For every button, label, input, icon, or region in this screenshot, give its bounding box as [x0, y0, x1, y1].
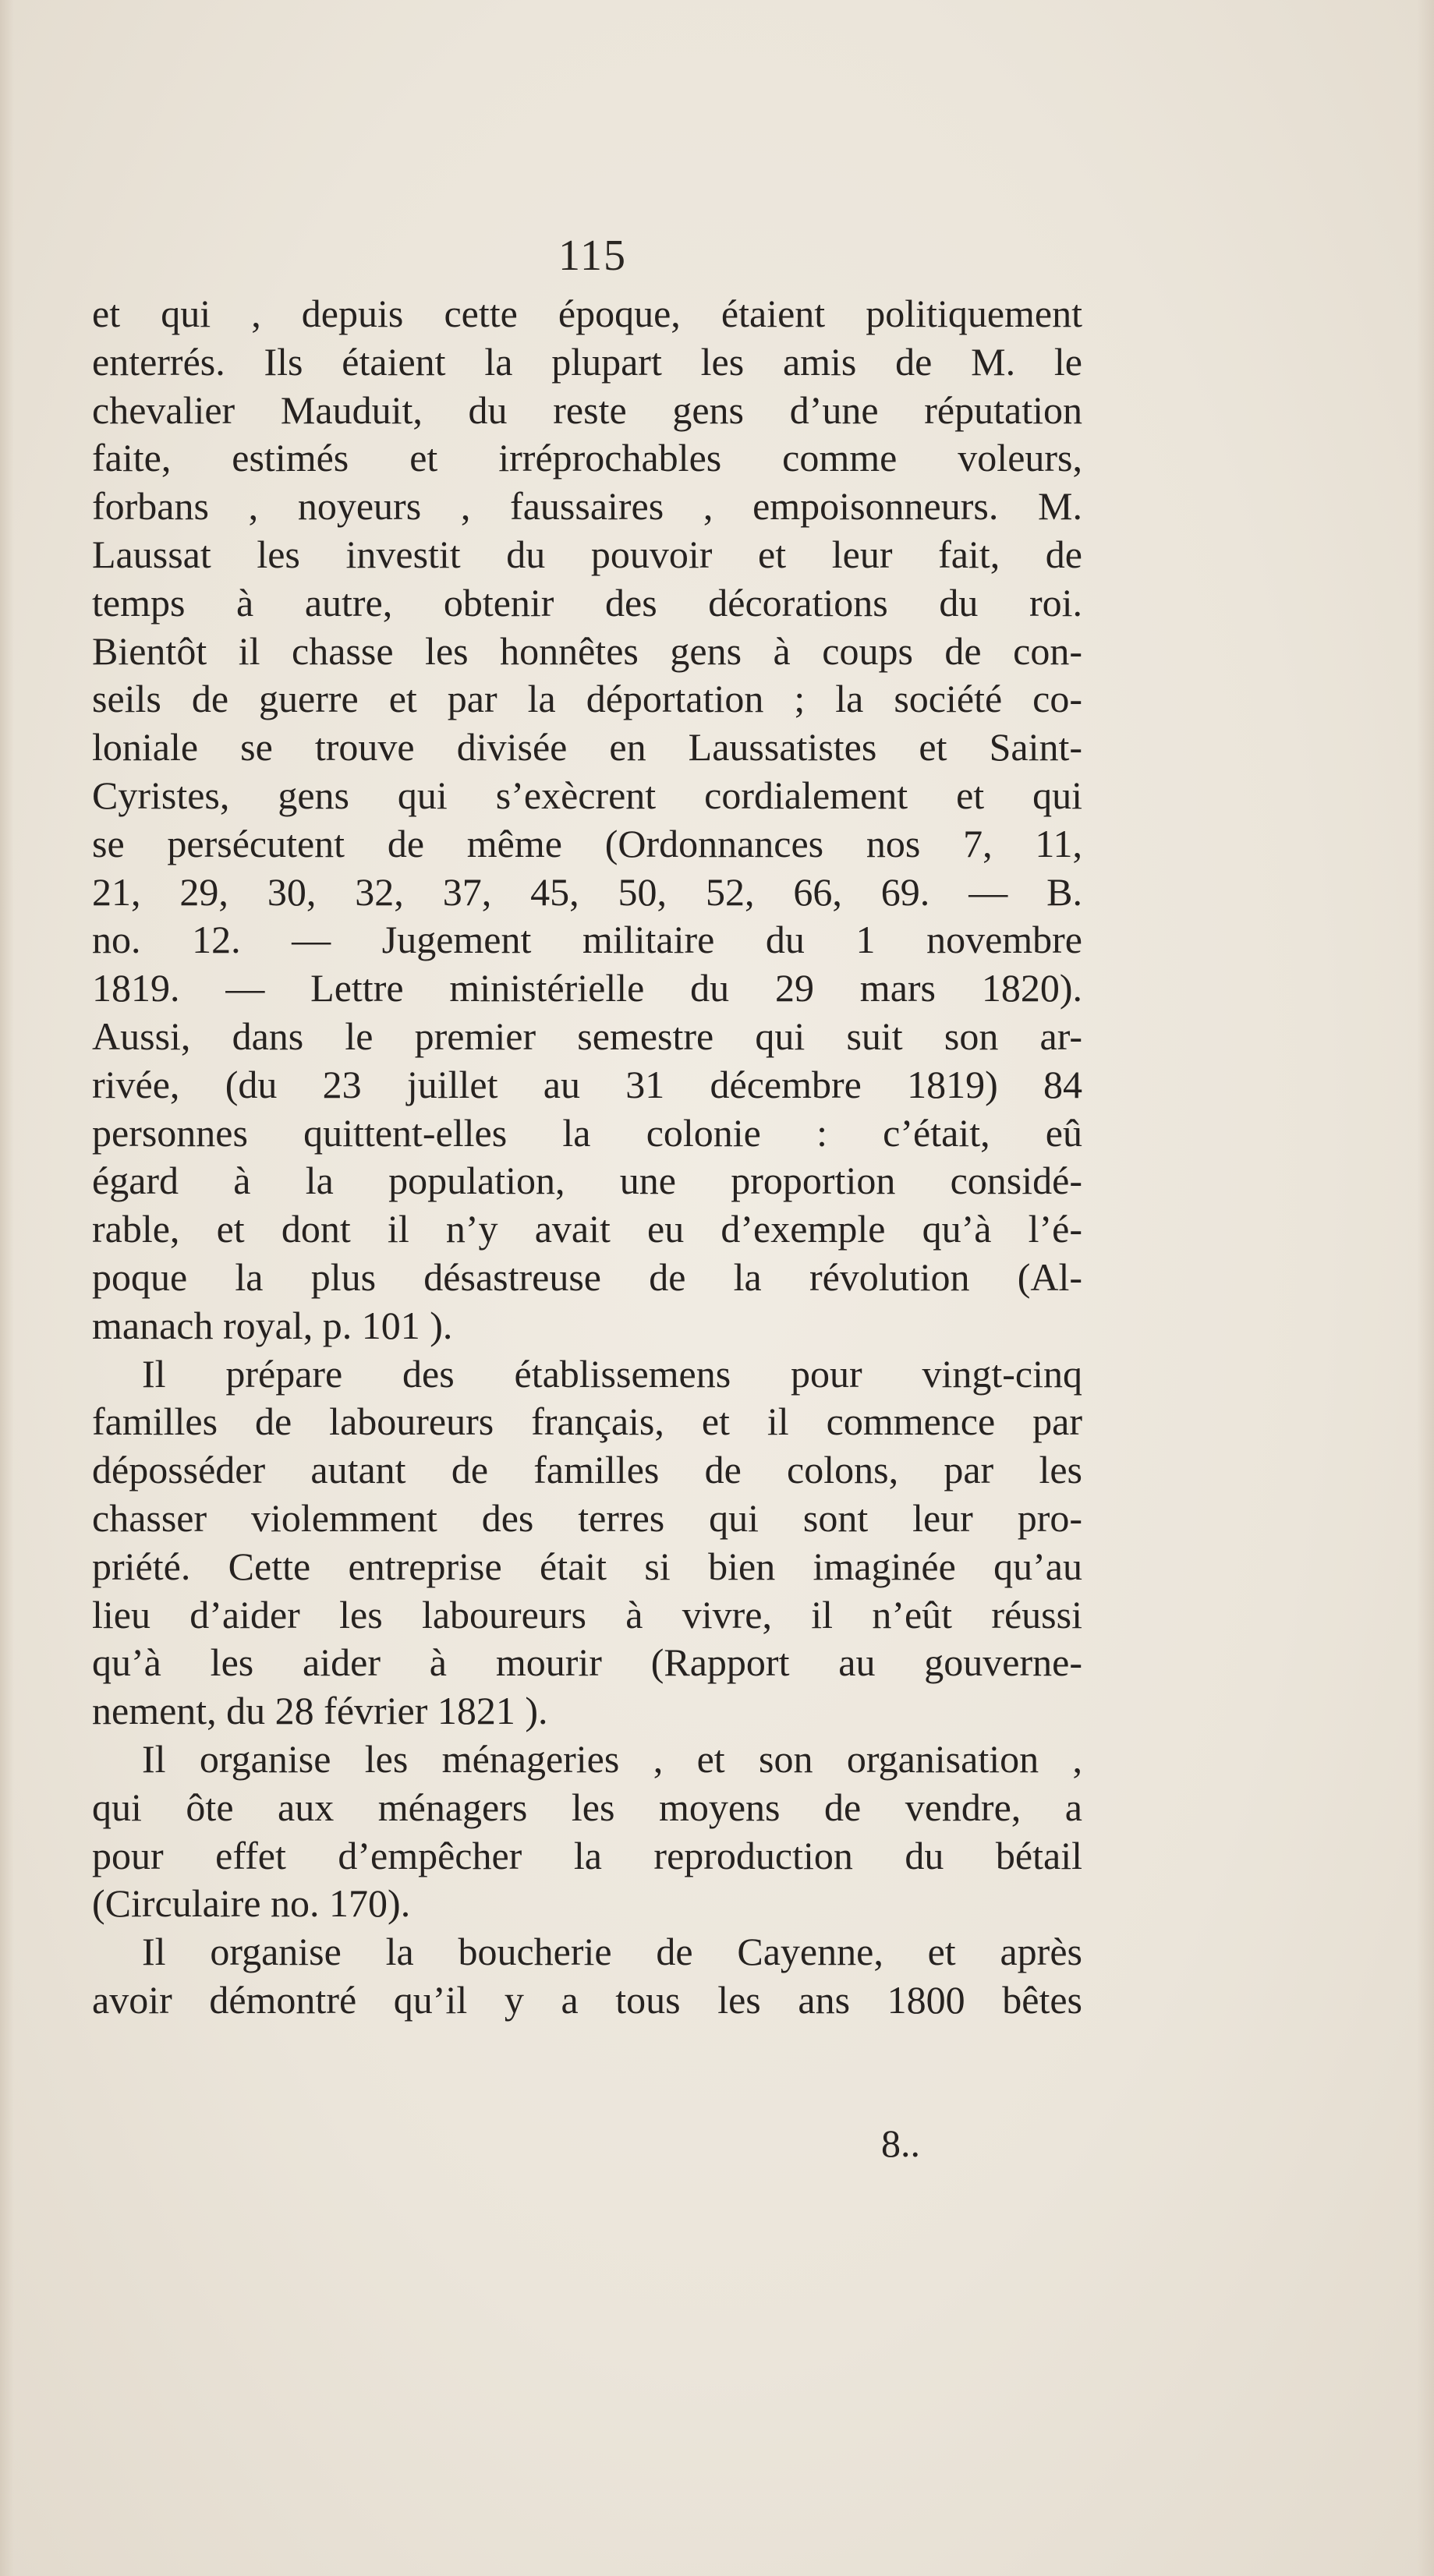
text-line: et qui , depuis cette époque, étaient politiquement [92, 292, 1082, 335]
text-line: 1819. — Lettre ministérielle du 29 mars 1820). [92, 966, 1082, 1010]
text-line: temps à autre, obtenir des décorations du roi. [92, 580, 1082, 625]
text-line: égard à la population, une proportion considé- [92, 1159, 1082, 1203]
text-line: se persécutent de même (Ordonnances nos 7, 11, [92, 821, 1082, 865]
text-line: qui ôte aux ménagers les moyens de vendre, a [92, 1785, 1082, 1829]
text-line: nement, du 28 février 1821 ). [92, 1689, 548, 1733]
text-line: déposséder autant de familles de colons, par les [92, 1448, 1082, 1492]
text-line: priété. Cette entreprise était si bien imaginée qu’au [92, 1544, 1082, 1588]
text-line: 21, 29, 30, 32, 37, 45, 50, 52, 66, 69. — B. [92, 869, 1082, 914]
text-line: Laussat les investit du pouvoir et leur fait, de [92, 532, 1082, 576]
text-line: Il organise les ménageries , et son organisation , [142, 1736, 1082, 1781]
text-line: rivée, (du 23 juillet au 31 décembre 1819) 84 [92, 1062, 1082, 1106]
text-line: lieu d’aider les laboureurs à vivre, il n’eût réussi [92, 1592, 1082, 1637]
text-line: poque la plus désastreuse de la révolution (Al- [92, 1254, 1082, 1299]
text-line: (Circulaire no. 170). [92, 1881, 411, 1926]
text-line: Bientôt il chasse les honnêtes gens à coups de con- [92, 628, 1082, 673]
text-line: faite, estimés et irréprochables comme voleurs, [92, 436, 1082, 480]
text-line: chevalier Mauduit, du reste gens d’une réputation [92, 387, 1082, 432]
text-line: Il organise la boucherie de Cayenne, et après [142, 1930, 1082, 1974]
text-line: forbans , noyeurs , faussaires , empoisonneurs. M. [92, 484, 1082, 529]
text-line: manach royal, p. 101 ). [92, 1303, 453, 1347]
page-edge-right [1417, 0, 1434, 2576]
text-line: chasser violemment des terres qui sont leur pro- [92, 1495, 1082, 1540]
text-line: personnes quittent-elles la colonie : c’était, eû [92, 1110, 1082, 1155]
text-line: rable, et dont il n’y avait eu d’exemple qu’à l’é- [92, 1207, 1082, 1251]
text-line: Aussi, dans le premier semestre qui suit son ar- [92, 1014, 1082, 1058]
text-line: avoir démontré qu’il y a tous les ans 1800 bêtes [92, 1977, 1082, 2022]
text-line: pour effet d’empêcher la reproduction du bétail [92, 1833, 1082, 1877]
text-line: familles de laboureurs français, et il commence par [92, 1399, 1082, 1444]
text-line: seils de guerre et par la déportation ; la société co- [92, 677, 1082, 721]
body-text [92, 290, 1082, 2025]
text-line: no. 12. — Jugement militaire du 1 novembre [92, 918, 1082, 962]
text-line: loniale se trouve divisée en Laussatistes et Saint- [92, 725, 1082, 770]
text-line: qu’à les aider à mourir (Rapport au gouverne- [92, 1640, 1082, 1685]
page-edge-left [0, 0, 14, 2576]
page-number: 115 [558, 232, 627, 280]
text-line: Il prépare des établissemens pour vingt-cinq [142, 1351, 1082, 1396]
signature-mark: 8.. [881, 2121, 920, 2165]
text-line: Cyristes, gens qui s’exècrent cordialement et qui [92, 773, 1082, 817]
text-line: enterrés. Ils étaient la plupart les amis de M. le [92, 339, 1082, 384]
